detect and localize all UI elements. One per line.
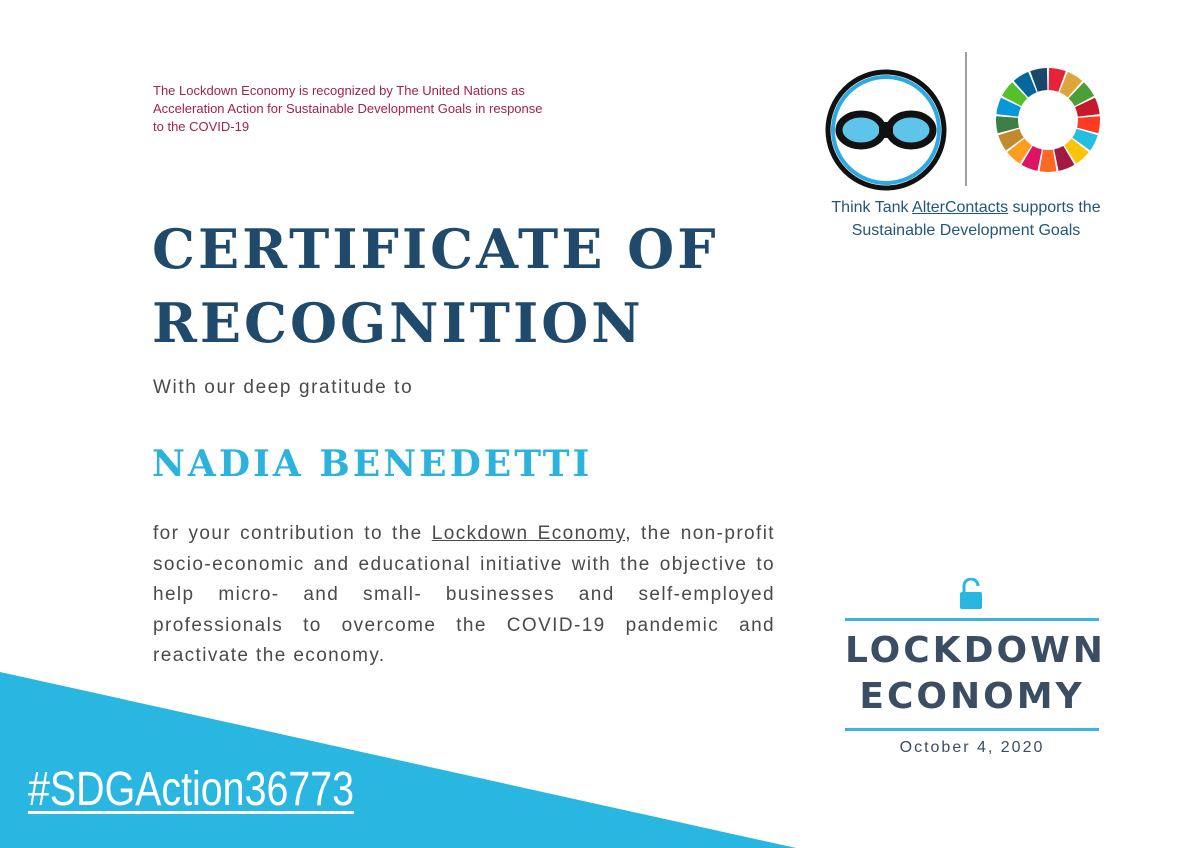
altercontacts-link[interactable]: AlterContacts xyxy=(912,199,1009,216)
certificate-date: October 4, 2020 xyxy=(899,739,1045,756)
sdg-action-hashtag[interactable]: #SDGAction36773 xyxy=(28,763,355,816)
badge-top-rule xyxy=(845,618,1099,621)
body-suffix: , the non-profit socio-economic and educational initiative with the objective to help micro- and small- businesses and self-employed professionals to overcome the COVID-19 pandemic and reactivate the economy. xyxy=(153,523,775,666)
badge-bottom-rule xyxy=(845,728,1099,731)
un-recognition-note: The Lockdown Economy is recognized by The United Nations as Acceleration Action for Sustainable Development Goals in response to the COVID-19 xyxy=(153,83,543,134)
support-suffix: supports the Sustainable Development Goals xyxy=(851,199,1101,239)
unlocked-padlock-icon xyxy=(958,578,984,610)
gratitude-line: With our deep gratitude to xyxy=(153,377,414,398)
certificate-title: CERTIFICATE OF RECOGNITION xyxy=(152,217,719,355)
body-prefix: for your contribution to the xyxy=(153,523,432,544)
lockdown-economy-badge-title: LOCKDOWN ECONOMY xyxy=(845,630,1106,717)
recipient-name: NADIA BENEDETTI xyxy=(152,443,593,485)
lockdown-economy-link[interactable]: Lockdown Economy xyxy=(431,523,626,544)
support-prefix: Think Tank xyxy=(831,199,913,216)
